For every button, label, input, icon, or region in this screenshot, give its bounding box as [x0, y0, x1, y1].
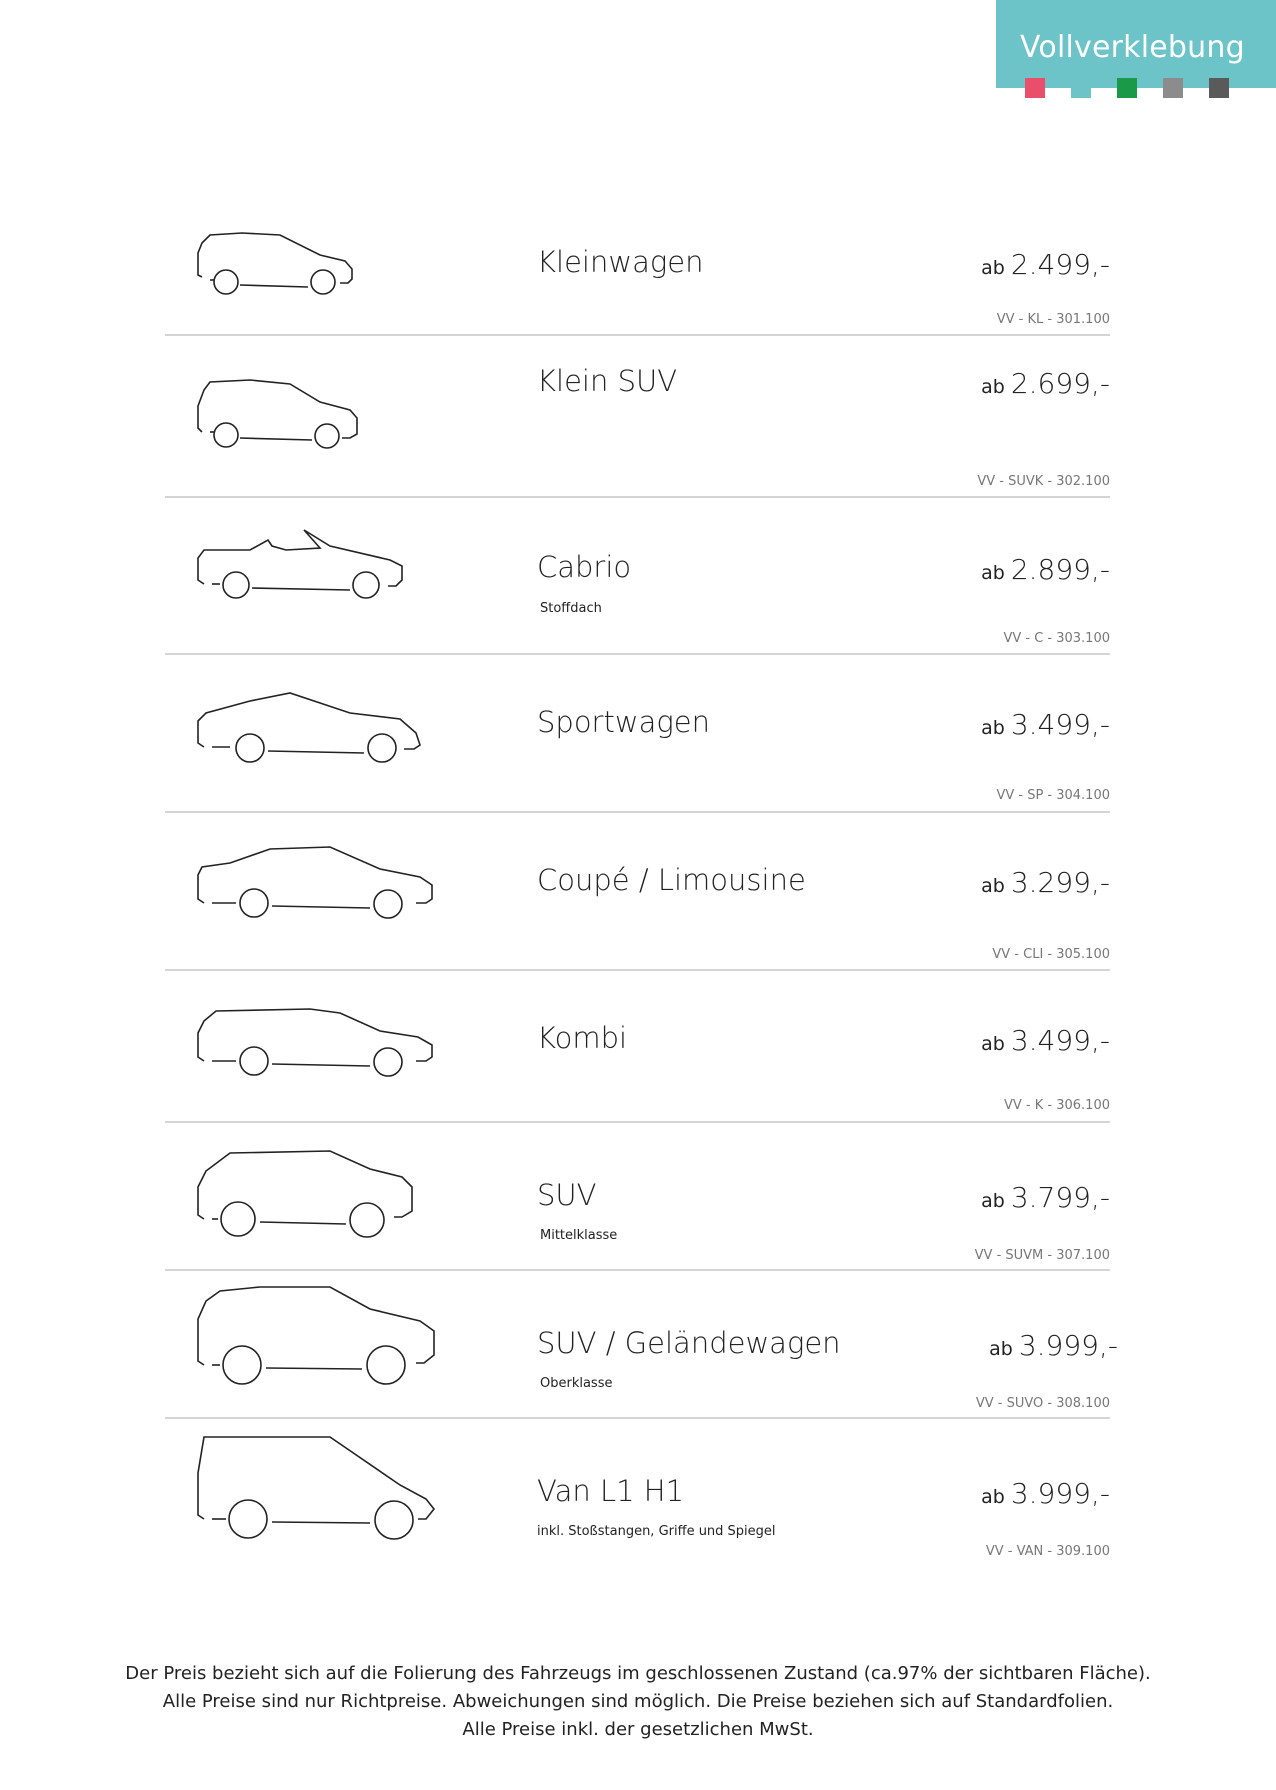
- item-price: ab 3.299,-: [981, 866, 1110, 899]
- footer-line-3: Alle Preise inkl. der gesetzlichen MwSt.: [462, 1719, 814, 1740]
- sports-car-icon: [190, 689, 450, 769]
- van-icon: [190, 1433, 460, 1543]
- item-name: Klein SUV: [537, 364, 678, 398]
- item-name: SUV / Geländewagen: [537, 1326, 841, 1360]
- price-row-van: [165, 1419, 1110, 1569]
- footer-disclaimer: [0, 1660, 1276, 1744]
- price-row-klein-suv: [165, 336, 1110, 498]
- item-subtitle: inkl. Stoßstangen, Griffe und Spiegel: [537, 1524, 776, 1539]
- estate-car-icon: [190, 1001, 460, 1081]
- price-row-sportwagen: [165, 655, 1110, 813]
- small-car-icon: [190, 225, 390, 305]
- item-code: VV - KL - 301.100: [996, 312, 1110, 327]
- item-price: ab 2.899,-: [981, 553, 1110, 586]
- sedan-icon: [190, 843, 460, 923]
- item-price: ab 3.499,-: [981, 1024, 1110, 1057]
- color-swatch-gray: [1163, 78, 1183, 98]
- offroad-suv-icon: [190, 1283, 460, 1393]
- item-code: VV - CLI - 305.100: [992, 947, 1110, 962]
- item-name: SUV: [537, 1178, 597, 1212]
- price-row-cabrio: [165, 498, 1110, 655]
- item-price: ab 2.499,-: [981, 248, 1110, 281]
- item-name: Kleinwagen: [537, 245, 704, 279]
- price-row-kombi: [165, 971, 1110, 1123]
- item-code: VV - SP - 304.100: [996, 788, 1110, 803]
- price-row-suv-gelaendewagen: [165, 1271, 1118, 1419]
- footer-line-1: Der Preis bezieht sich auf die Folierung des Fahrzeugs im geschlossenen Zustand (ca.97% der sichtbaren Fläche).: [125, 1663, 1151, 1684]
- item-name: Cabrio: [537, 550, 632, 584]
- item-price: ab 3.999,-: [989, 1329, 1118, 1362]
- price-row-suv-mittelklasse: [165, 1123, 1110, 1271]
- color-swatch-dark-gray: [1209, 78, 1229, 98]
- item-price: ab 2.699,-: [981, 367, 1110, 400]
- footer-line-2: Alle Preise sind nur Richtpreise. Abweichungen sind möglich. Die Preise beziehen sich auf Standardfolien.: [162, 1691, 1114, 1712]
- item-code: VV - K - 306.100: [1004, 1098, 1110, 1113]
- item-subtitle: Mittelklasse: [540, 1228, 618, 1243]
- item-subtitle: Oberklasse: [540, 1376, 613, 1391]
- item-code: VV - SUVK - 302.100: [977, 474, 1110, 489]
- item-code: VV - VAN - 309.100: [985, 1544, 1110, 1559]
- color-swatch-green: [1117, 78, 1137, 98]
- item-code: VV - C - 303.100: [1003, 631, 1110, 646]
- color-swatch-teal: [1071, 78, 1091, 98]
- item-code: VV - SUVM - 307.100: [974, 1248, 1110, 1263]
- small-suv-icon: [190, 376, 390, 456]
- price-row-kleinwagen: [165, 205, 1110, 336]
- suv-icon: [190, 1147, 440, 1247]
- item-price: ab 3.799,-: [981, 1181, 1110, 1214]
- item-name: Coupé / Limousine: [537, 863, 806, 897]
- item-code: VV - SUVO - 308.100: [975, 1396, 1110, 1411]
- color-swatch-red: [1025, 78, 1045, 98]
- item-name: Kombi: [537, 1021, 628, 1055]
- price-row-coupe-limousine: [165, 813, 1110, 971]
- category-tag: [996, 0, 1276, 88]
- item-subtitle: Stoffdach: [540, 601, 602, 616]
- category-title: Vollverklebung: [1020, 30, 1245, 65]
- convertible-icon: [190, 528, 430, 608]
- item-price: ab 3.999,-: [981, 1477, 1110, 1510]
- item-name: Sportwagen: [537, 705, 710, 739]
- item-name: Van L1 H1: [537, 1474, 685, 1508]
- item-price: ab 3.499,-: [981, 708, 1110, 741]
